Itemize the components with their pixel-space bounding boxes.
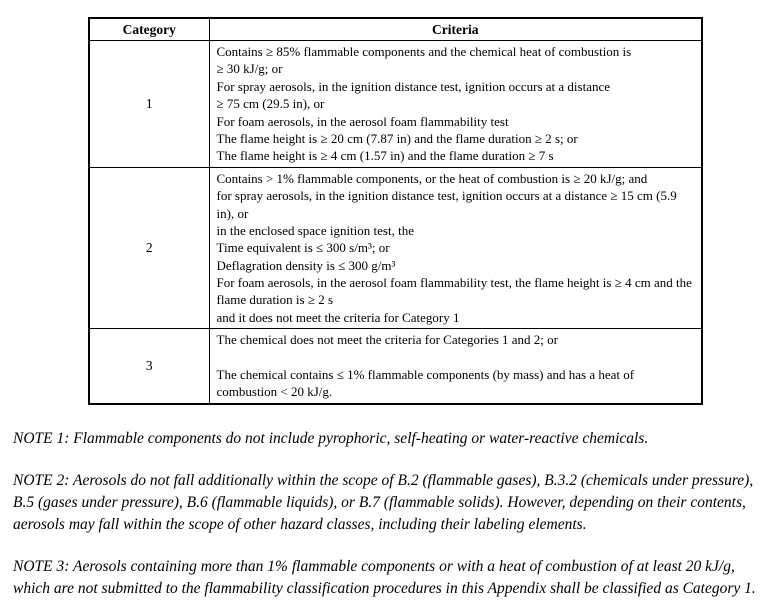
table-row-category-1	[89, 41, 702, 168]
table-row-category-3	[89, 329, 702, 404]
note-1: NOTE 1: Flammable components do not include pyrophoric, self-heating or water-reactive chemicals.	[13, 430, 649, 447]
criteria-line: combustion < 20 kJ/g.	[216, 384, 333, 400]
criteria-line: ≥ 75 cm (29.5 in), or	[216, 96, 325, 112]
category-2-cell: 2	[89, 167, 209, 329]
notes-section	[13, 428, 758, 600]
criteria-line: in), or	[216, 205, 249, 221]
criteria-line: ≥ 30 kJ/g; or	[216, 61, 283, 77]
flammability-criteria-table	[88, 17, 703, 405]
criteria-line: For spray aerosols, in the ignition distance test, ignition occurs at a distance	[216, 78, 611, 94]
criteria-line: The flame height is ≥ 4 cm (1.57 in) and the flame duration ≥ 7 s	[216, 148, 554, 164]
criteria-1-cell	[209, 41, 702, 168]
criteria-line: For foam aerosols, in the aerosol foam flammability test	[216, 113, 509, 129]
category-3-cell: 3	[89, 329, 209, 404]
criteria-line: Time equivalent is ≤ 300 s/m³; or	[216, 240, 390, 256]
criteria-line: flame duration is ≥ 2 s	[216, 292, 334, 308]
criteria-line: Deflagration density is ≤ 300 g/m³	[216, 257, 396, 273]
note-2: NOTE 2: Aerosols do not fall additionally within the scope of B.2 (flammable gases), B.3.2 (chemicals under pressure), B.5 (gases under pressure), B.6 (flammable liquids), or B.7 (flammable solids). However, depending on their contents, aerosols may fall within the scope of other hazard classes, including their labeling elements.	[13, 472, 754, 533]
criteria-line: Contains ≥ 85% flammable components and the chemical heat of combustion is	[216, 44, 632, 59]
criteria-line: The flame height is ≥ 20 cm (7.87 in) and the flame duration ≥ 2 s; or	[216, 130, 578, 146]
criteria-line-blank	[217, 349, 698, 366]
category-1-cell: 1	[89, 41, 209, 168]
criteria-line: for spray aerosols, in the ignition distance test, ignition occurs at a distance ≥ 15 cm (5.9	[216, 188, 677, 204]
criteria-line: The chemical contains ≤ 1% flammable components (by mass) and has a heat of	[216, 367, 635, 383]
note-3: NOTE 3: Aerosols containing more than 1% flammable components or with a heat of combustion of at least 20 kJ/g, which are not submitted to the flammability classification procedures in this Appendix shall be classified as Category 1.	[13, 558, 756, 597]
criteria-line: The chemical does not meet the criteria for Categories 1 and 2; or	[216, 332, 558, 348]
criteria-column-header: Criteria	[209, 18, 702, 41]
criteria-line: Contains > 1% flammable components, or the heat of combustion is ≥ 20 kJ/g; and	[216, 170, 648, 186]
table-row-category-2	[89, 167, 702, 329]
criteria-3-cell	[209, 329, 702, 404]
criteria-2-cell	[209, 167, 702, 329]
category-column-header: Category	[89, 18, 209, 41]
criteria-line: in the enclosed space ignition test, the	[216, 222, 414, 238]
criteria-line: For foam aerosols, in the aerosol foam flammability test, the flame height is ≥ 4 cm and the	[216, 275, 692, 291]
criteria-line: and it does not meet the criteria for Category 1	[216, 309, 460, 325]
table-header-row	[89, 18, 702, 41]
